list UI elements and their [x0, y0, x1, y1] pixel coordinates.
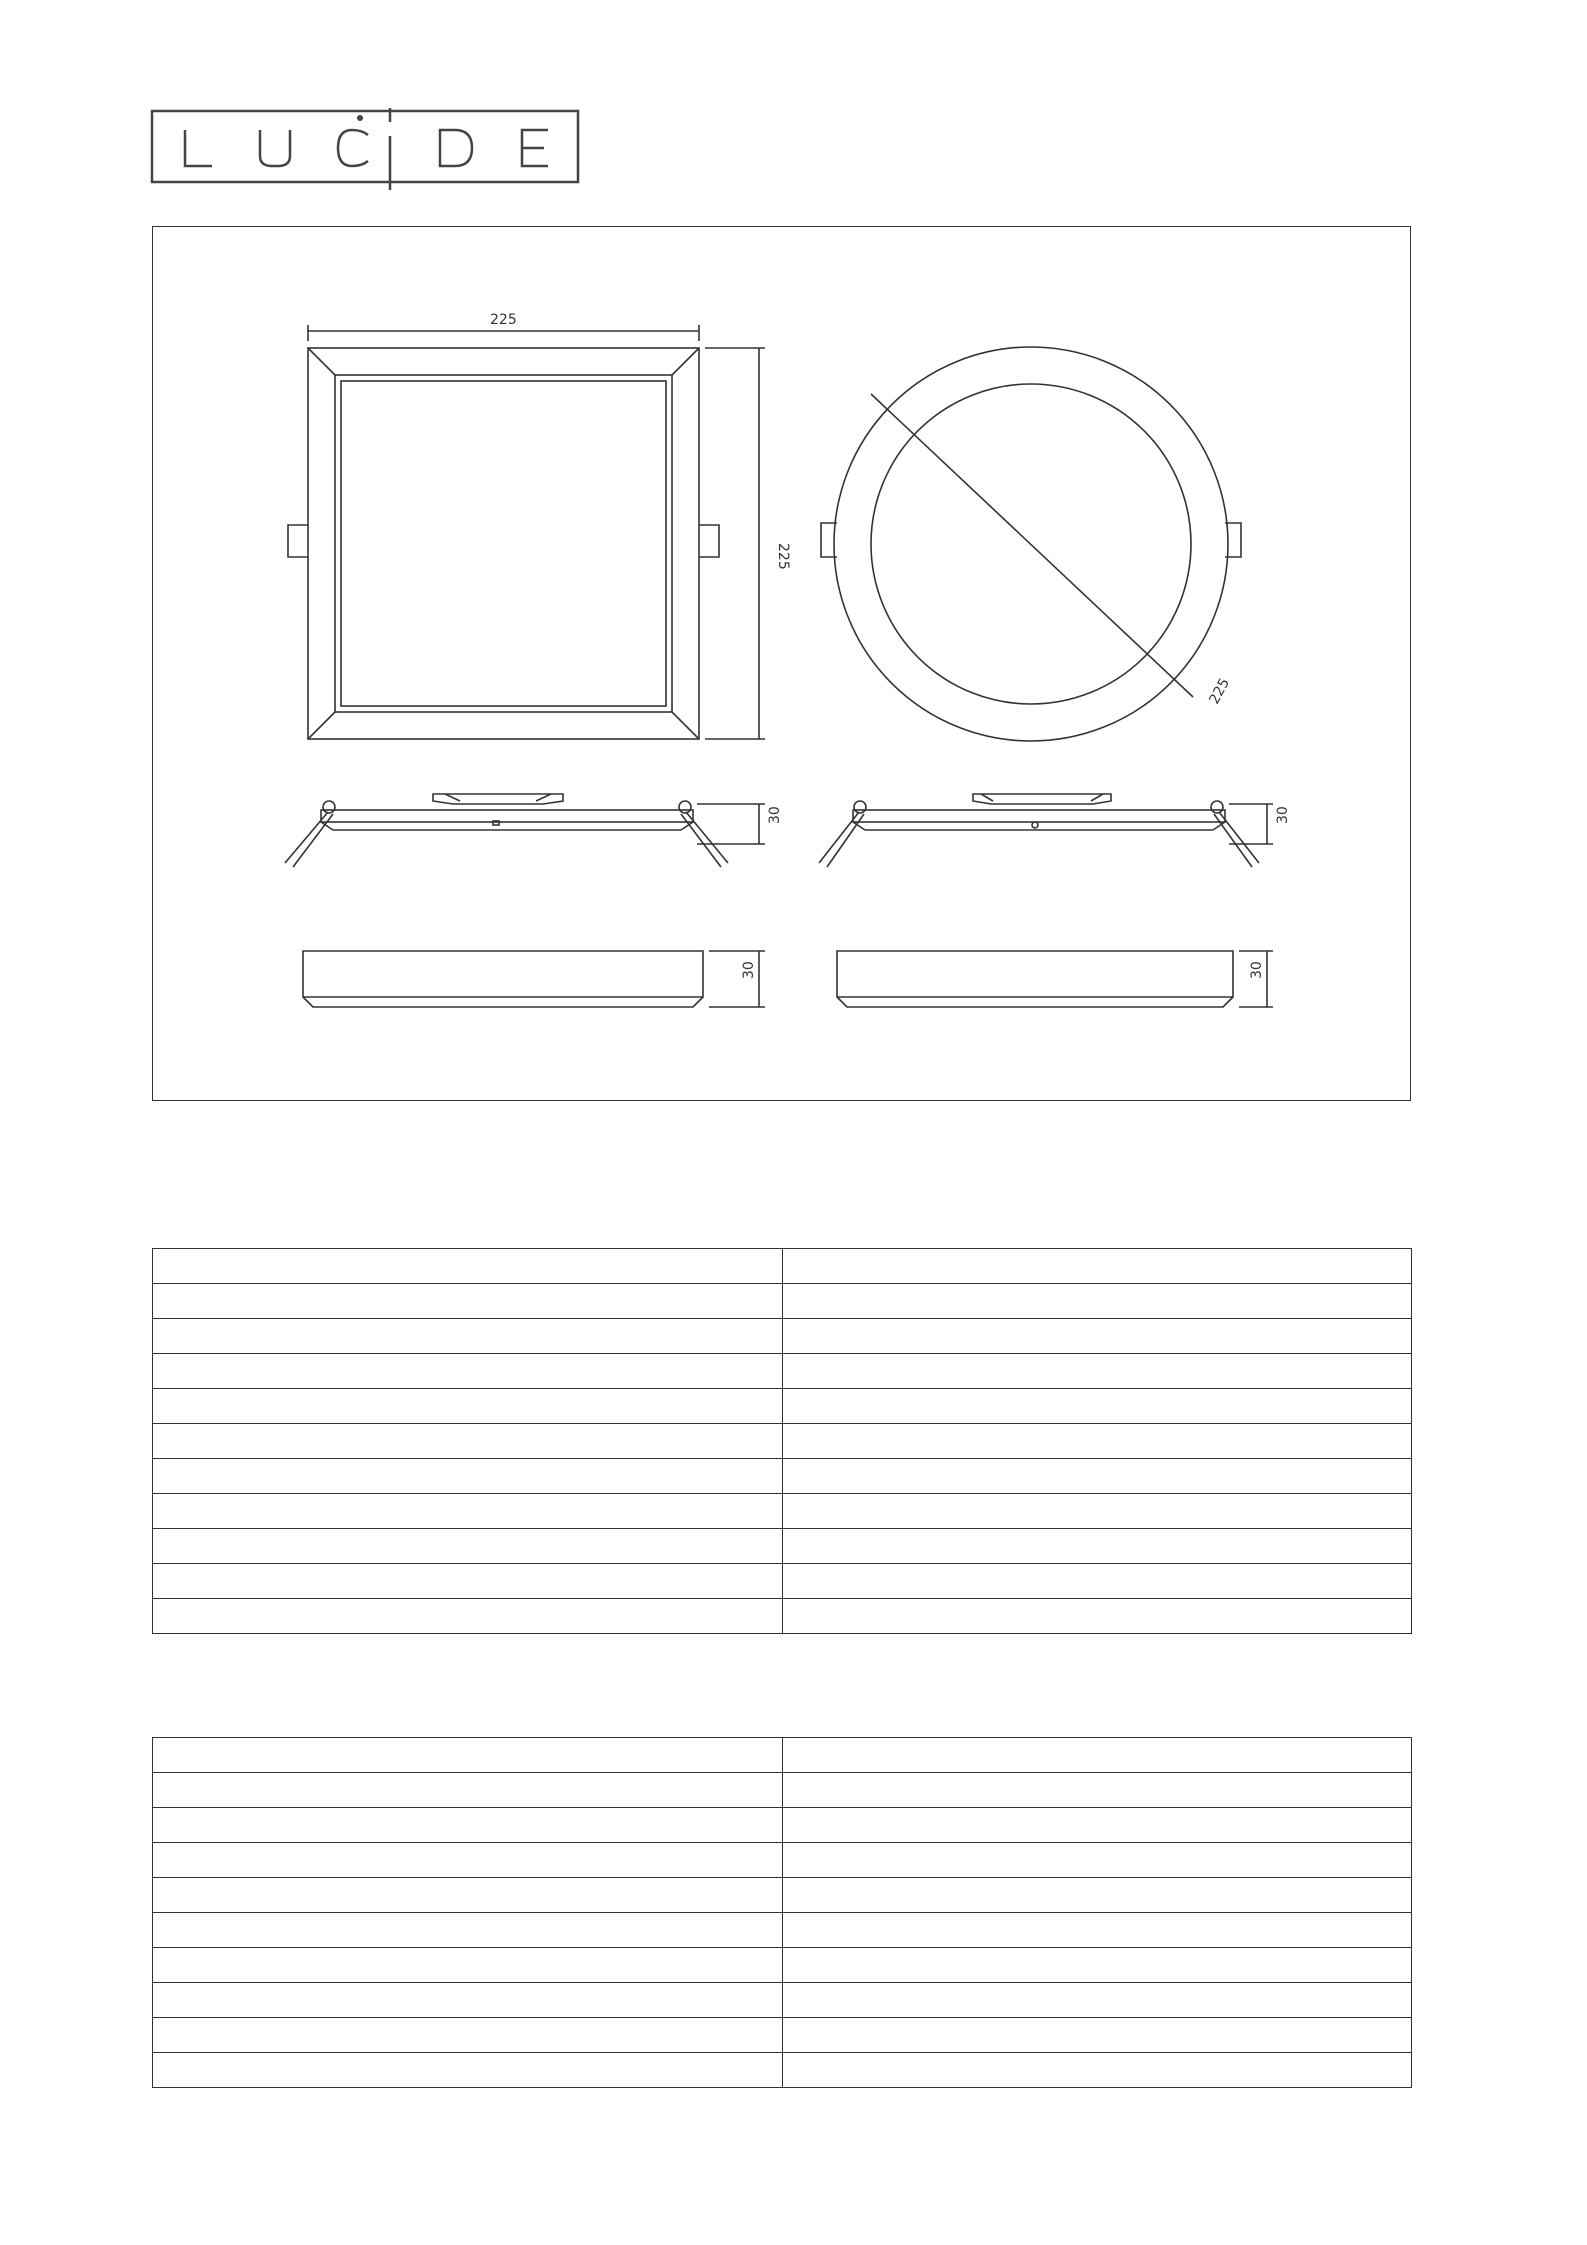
table-cell [153, 2053, 783, 2088]
table-cell [782, 1424, 1412, 1459]
table-cell [153, 1494, 783, 1529]
table-cell [153, 1948, 783, 1983]
table-cell [782, 1983, 1412, 2018]
table-cell [782, 1389, 1412, 1424]
table-row [153, 1913, 1412, 1948]
table-row [153, 1773, 1412, 1808]
round-side-view [819, 794, 1273, 867]
table-cell [153, 1529, 783, 1564]
table-row [153, 1354, 1412, 1389]
square-profile-height-label: 30 [741, 961, 757, 979]
table-cell [782, 1564, 1412, 1599]
table-cell [782, 1459, 1412, 1494]
table-row [153, 1249, 1412, 1284]
table-row [153, 1948, 1412, 1983]
table-cell [782, 1494, 1412, 1529]
table-cell [153, 1389, 783, 1424]
table-row [153, 2053, 1412, 2088]
table-cell [153, 1249, 783, 1284]
table-cell [153, 1808, 783, 1843]
table-cell [153, 1773, 783, 1808]
table-cell [782, 1773, 1412, 1808]
lucide-logo [150, 108, 580, 190]
table-row [153, 1424, 1412, 1459]
table-cell [782, 2053, 1412, 2088]
table-cell [153, 1354, 783, 1389]
round-top-view [821, 347, 1241, 741]
square-top-view [288, 325, 765, 739]
table-row [153, 1389, 1412, 1424]
table-cell [782, 1808, 1412, 1843]
round-profile-height-label: 30 [1249, 961, 1265, 979]
square-profile-view [303, 951, 765, 1007]
table-row [153, 1494, 1412, 1529]
table-cell [153, 1913, 783, 1948]
table-row [153, 1319, 1412, 1354]
technical-drawing [152, 226, 1411, 1101]
table-row [153, 1529, 1412, 1564]
table-row [153, 1599, 1412, 1634]
table-cell [782, 2018, 1412, 2053]
spec-table-2 [152, 1737, 1412, 2088]
table-cell [782, 1738, 1412, 1773]
table-cell [153, 2018, 783, 2053]
table-cell [782, 1354, 1412, 1389]
table-cell [153, 1983, 783, 2018]
round-profile-view [837, 951, 1273, 1007]
table-cell [153, 1738, 783, 1773]
table-row [153, 2018, 1412, 2053]
table-row [153, 1564, 1412, 1599]
table-cell [782, 1878, 1412, 1913]
table-cell [782, 1249, 1412, 1284]
table-row [153, 1808, 1412, 1843]
table-cell [782, 1913, 1412, 1948]
table-cell [153, 1319, 783, 1354]
round-diameter-label: 225 [1206, 675, 1234, 707]
table-cell [153, 1284, 783, 1319]
table-cell [782, 1948, 1412, 1983]
table-row [153, 1878, 1412, 1913]
table-cell [153, 1459, 783, 1494]
square-height-label: 225 [775, 543, 791, 570]
table-cell [782, 1529, 1412, 1564]
spec-table-1 [152, 1248, 1412, 1634]
table-row [153, 1843, 1412, 1878]
square-width-label: 225 [490, 312, 517, 328]
table-row [153, 1459, 1412, 1494]
table-cell [782, 1599, 1412, 1634]
table-cell [153, 1878, 783, 1913]
table-row [153, 1983, 1412, 2018]
table-cell [153, 1843, 783, 1878]
table-row [153, 1284, 1412, 1319]
table-cell [153, 1564, 783, 1599]
table-cell [782, 1843, 1412, 1878]
table-cell [153, 1424, 783, 1459]
table-row [153, 1738, 1412, 1773]
square-side-height-label: 30 [767, 806, 783, 824]
table-cell [782, 1319, 1412, 1354]
square-side-view [285, 794, 765, 867]
table-cell [153, 1599, 783, 1634]
round-side-height-label: 30 [1275, 806, 1291, 824]
table-cell [782, 1284, 1412, 1319]
